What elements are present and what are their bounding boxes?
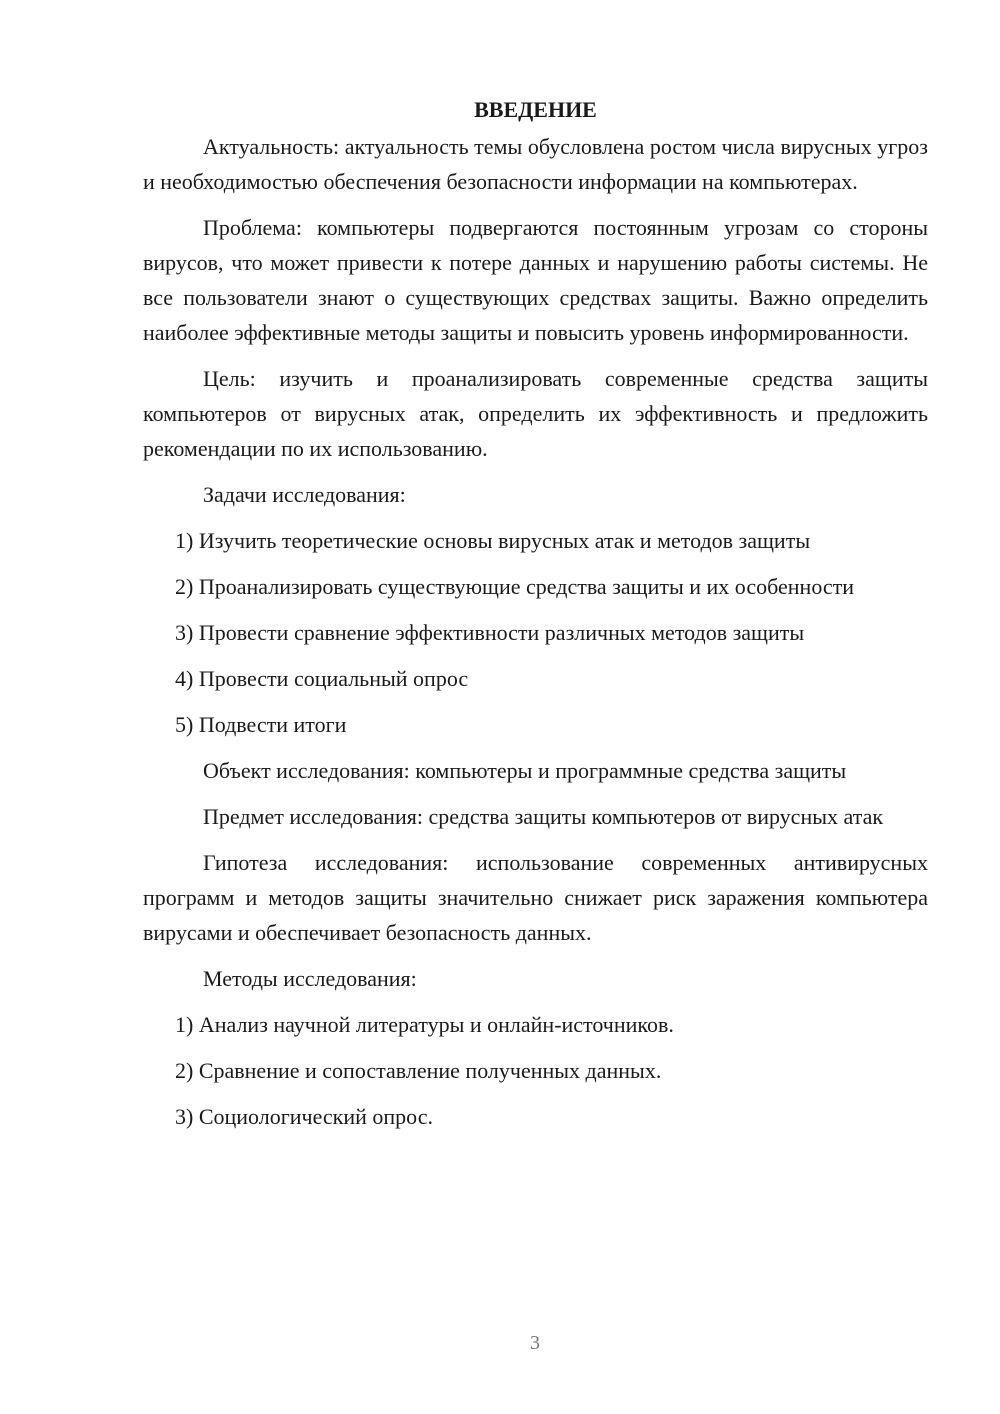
page-content: [143, 92, 928, 1145]
methods-heading: Методы исследования:: [203, 966, 417, 991]
task-item: 4) Провести социальный опрос: [175, 666, 469, 691]
paragraph-hypothesis: Гипотеза исследования: использование современных антивирусных программ и методов защиты значительно снижает риск заражения компьютера вирусами и обеспечивает безопасность данных.: [143, 850, 928, 945]
task-item: 5) Подвести итоги: [175, 712, 347, 737]
method-item: 3) Социологический опрос.: [175, 1104, 433, 1129]
task-item: 3) Провести сравнение эффективности различных методов защиты: [175, 620, 805, 645]
page-number: 3: [530, 1332, 540, 1354]
paragraph-object: Объект исследования: компьютеры и программные средства защиты: [203, 758, 847, 783]
method-item: 1) Анализ научной литературы и онлайн-источников.: [175, 1012, 674, 1037]
paragraph-relevance: Актуальность: актуальность темы обусловлена ростом числа вирусных угроз и необходимостью обеспечения безопасности информации на компьютерах.: [143, 134, 928, 194]
paragraph-subject: Предмет исследования: средства защиты компьютеров от вирусных атак: [203, 804, 884, 829]
method-item: 2) Сравнение и сопоставление полученных данных.: [175, 1058, 662, 1083]
paragraph-problem: Проблема: компьютеры подвергаются постоянным угрозам со стороны вирусов, что может привести к потере данных и нарушению работы системы. Не все пользователи знают о существующих средствах защиты. Важно определить наиболее эффективные методы защиты и повысить уровень информированности.: [143, 215, 928, 345]
task-item: 2) Проанализировать существующие средства защиты и их особенности: [175, 574, 855, 599]
paragraph-goal: Цель: изучить и проанализировать современные средства защиты компьютеров от вирусных атак, определить их эффективность и предложить рекомендации по их использованию.: [143, 366, 928, 461]
tasks-heading: Задачи исследования:: [203, 482, 406, 507]
page-title: ВВЕДЕНИЕ: [474, 97, 597, 122]
task-item: 1) Изучить теоретические основы вирусных атак и методов защиты: [175, 528, 811, 553]
